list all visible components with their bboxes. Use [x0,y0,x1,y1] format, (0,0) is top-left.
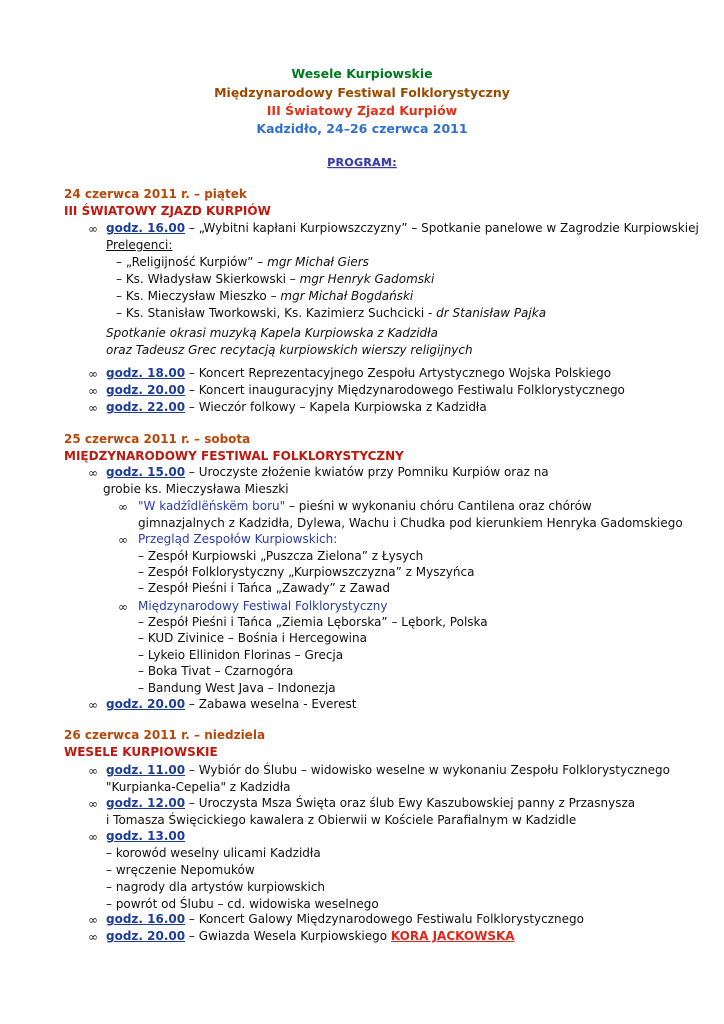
event-text: – Gwiazda Wesela Kurpiowskiego [185,929,391,943]
day2-sub3: Międzynarodowy Festiwal Folklorystyczny [138,599,388,613]
event-time: godz. 20.00 [106,383,186,397]
event-time: godz. 20.00 [106,697,186,711]
wedding-item: – nagrody dla artystów kurpiowskich [106,880,326,894]
program-heading: PROGRAM: [327,156,397,169]
event-text: – Uroczysta Msza Święta oraz ślub Ewy Kaszubowskiej panny z Przasnysza [185,796,636,810]
event-text: – Koncert Galowy Międzynarodowego Festiwalu Folklorystycznego [185,912,584,926]
day1-title: III ŚWIATOWY ZJAZD KURPIÓW [64,204,271,218]
day3-event1-cont: "Kurpianka-Cepelia" z Kadzidła [106,780,291,794]
event-time: godz. 11.00 [106,763,186,777]
speaker-item [116,305,546,321]
ensemble-item: – Bandung West Java – Indonezja [138,681,336,695]
bullet-icon: ∞ [88,797,98,811]
ensemble-item: – Lykeio Ellinidon Florinas – Grecja [138,648,344,662]
day2-event2 [106,696,356,712]
day3-date: 26 czerwca 2011 r. – niedziela [64,728,266,742]
speaker-name: mgr Michał Bogdański [280,289,414,303]
day2-date: 25 czerwca 2011 r. – sobota [64,432,251,446]
bullet-icon: ∞ [88,466,98,480]
event-time: godz. 12.00 [106,796,186,810]
ensemble-item: – Zespół Pieśni i Tańca „Zawady” z Zawad [138,581,390,595]
event-text: – Koncert inauguracyjny Międzynarodowego Festiwalu Folklorystycznego [185,383,625,397]
day1-note-line2: oraz Tadeusz Grec recytacją kurpiowskich wierszy religijnych [106,343,473,357]
event-text: – „Wybitni kapłani Kurpiowszczyzny” – Spotkanie panelowe w Zagrodzie Kurpiowskiej [185,221,699,235]
event-time: godz. 22.00 [106,400,186,414]
doc-title-line1: Wesele Kurpiowskie [291,66,433,81]
day2-title: MIĘDZYNARODOWY FESTIWAL FOLKLORYSTYCZNY [64,449,404,463]
event-time: godz. 18.00 [106,366,186,380]
ensemble-item: – Zespół Kurpiowski „Puszcza Zielona” z Łysych [138,549,424,563]
event-time: godz. 15.00 [106,465,186,479]
day3-event5 [106,928,515,944]
speakers-label: Prelegenci: [106,238,173,252]
event-text: – Zabawa weselna - Everest [185,697,357,711]
choir-text: – pieśni w wykonaniu chóru Cantilena oraz chórów [285,499,592,513]
day1-event1 [106,220,699,236]
day1-note-line1: Spotkanie okrasi muzyką Kapela Kurpiowska z Kadzidła [106,326,438,340]
day2-event1 [106,464,549,480]
day3-event2 [106,795,635,811]
bullet-icon: ∞ [88,222,98,236]
day2-event1-cont: grobie ks. Mieczysława Mieszki [103,482,289,496]
wedding-item: – korowód weselny ulicami Kadzidła [106,846,321,860]
speaker-item [116,271,434,287]
doc-title-line2: Międzynarodowy Festiwal Folklorystyczny [214,85,510,100]
doc-title-line4: Kadzidło, 24–26 czerwca 2011 [256,121,468,136]
day2-sub1-cont: gimnazjalnych z Kadzidła, Dylewa, Wachu i Chudka pod kierunkiem Henryka Gadomskiego [138,516,683,530]
wedding-item: – wręczenie Nepomuków [106,863,255,877]
day3-event1 [106,762,670,778]
bullet-icon: ∞ [118,600,128,614]
event-time: godz. 16.00 [106,221,186,235]
choir-title: "W kadżîdlëńskëm boru" [138,499,286,513]
speaker-topic: – Ks. Mieczysław Mieszko – [116,289,281,303]
speaker-item [116,288,413,304]
day2-sub1 [138,498,592,514]
event-text: – Wybiór do Ślubu – widowisko weselne w wykonaniu Zespołu Folklorystycznego [185,763,670,777]
bullet-icon: ∞ [118,533,128,547]
bullet-icon: ∞ [88,401,98,415]
day2-sub2: Przegląd Zespołów Kurpiowskich: [138,532,338,546]
day3-event2-cont: i Tomasza Święcickiego kawalera z Obierwii w Kościele Parafialnym w Kadzidle [106,813,577,827]
bullet-icon: ∞ [88,384,98,398]
event-text: – Wieczór folkowy – Kapela Kurpiowska z Kadzidła [185,400,487,414]
day3-event3 [106,828,185,844]
day1-event3 [106,382,625,398]
event-text: – Koncert Reprezentacyjnego Zespołu Artystycznego Wojska Polskiego [185,366,612,380]
ensemble-item: – Zespół Pieśni i Tańca „Ziemia Lęborska” – Lębork, Polska [138,615,488,629]
bullet-icon: ∞ [88,930,98,944]
speaker-name: mgr Henryk Gadomski [299,272,435,286]
bullet-icon: ∞ [118,500,128,514]
bullet-icon: ∞ [88,913,98,927]
ensemble-item: – Boka Tivat – Czarnogóra [138,664,294,678]
wedding-item: – powrót od Ślubu – cd. widowiska weselnego [106,897,379,911]
ensemble-item: – KUD Zivinice – Bośnia i Hercegowina [138,631,367,645]
day1-event2 [106,365,611,381]
bullet-icon: ∞ [88,830,98,844]
bullet-icon: ∞ [88,764,98,778]
star-performer: KORA JACKOWSKA [390,929,515,943]
day3-event4 [106,911,584,927]
speaker-name: mgr Michał Giers [267,255,369,269]
speaker-item [116,254,369,270]
speaker-name: dr Stanisław Pajka [436,306,547,320]
day1-date: 24 czerwca 2011 r. – piątek [64,187,247,201]
event-time: godz. 20.00 [106,929,186,943]
event-time: godz. 13.00 [106,829,186,843]
event-text: – Uroczyste złożenie kwiatów przy Pomniku Kurpiów oraz na [185,465,549,479]
doc-title-line3: III Światowy Zjazd Kurpiów [266,103,458,118]
bullet-icon: ∞ [88,698,98,712]
speaker-topic: – „Religijność Kurpiów” – [116,255,268,269]
day3-title: WESELE KURPIOWSKIE [64,745,218,759]
speaker-topic: – Ks. Władysław Skierkowski – [116,272,300,286]
day1-event4 [106,399,487,415]
event-time: godz. 16.00 [106,912,186,926]
speaker-topic: – Ks. Stanisław Tworkowski, Ks. Kazimierz Suchcicki - [116,306,437,320]
bullet-icon: ∞ [88,367,98,381]
ensemble-item: – Zespół Folklorystyczny „Kurpiowszczyzna” z Myszyńca [138,565,475,579]
